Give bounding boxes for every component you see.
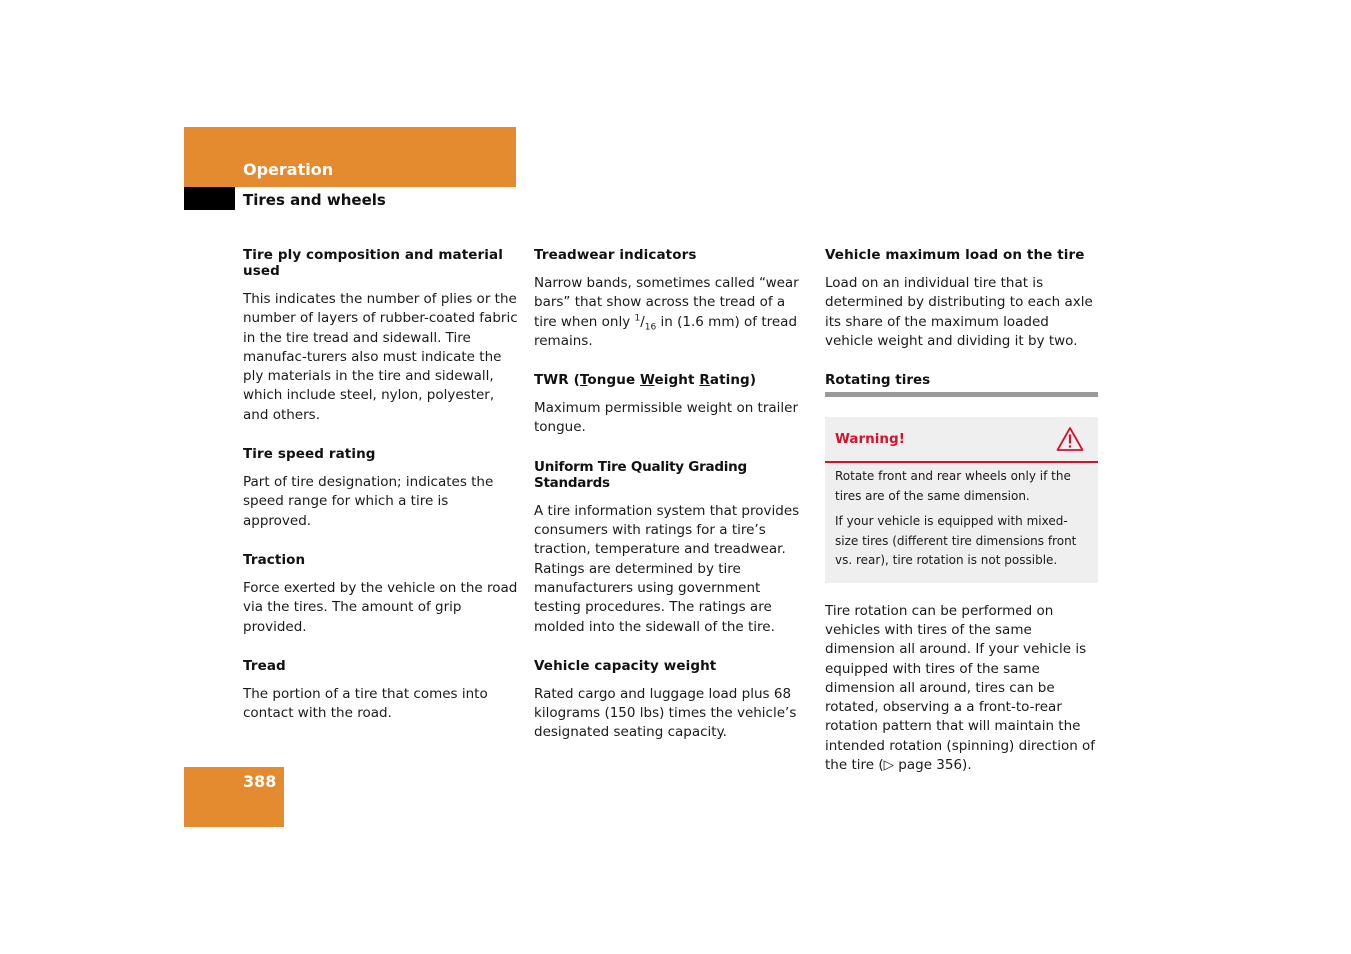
section-heading: Rotating tires: [825, 372, 1098, 397]
text-segment: in (1.6 mm) of tread remains.: [534, 313, 798, 349]
entry-capacity-weight: [534, 658, 809, 743]
title-segment: TWR (: [534, 372, 580, 389]
entry-text: [534, 274, 809, 351]
entry-text: Tire rotation can be performed on vehicles with tires of the same dimension all around. If your vehicle is equipped with tires of the same dimension all around, tires can be rotated, observing a a front-to-rear rotation pattern that will maintain the intended rotation (spinning) direction of the tire (▷ page 356).: [825, 602, 1096, 774]
page-number: 388: [243, 772, 277, 791]
entry-title: Treadwear indicators: [534, 247, 697, 263]
underlined-letter: W: [640, 372, 655, 389]
entry-treadwear-indicators: [534, 247, 809, 351]
page-subtitle: Tires and wheels: [243, 191, 386, 209]
warning-triangle-icon: [1056, 426, 1084, 452]
entry-title: Traction: [243, 551, 306, 568]
entry-title: Tread: [243, 657, 286, 674]
fraction-numerator: 1: [634, 313, 641, 324]
header-bar: [184, 127, 516, 187]
entry-text: Part of tire designation; indicates the speed range for which a tire is approved.: [243, 474, 494, 529]
entry-title: [534, 372, 809, 388]
column-3: [825, 247, 1098, 775]
section-rotating-tires: [825, 372, 1098, 775]
fraction-slash: /: [640, 313, 645, 330]
entry-text: The portion of a tire that comes into contact with the road.: [243, 685, 488, 722]
entry-utqgs: [534, 459, 809, 637]
entry-title: Tire speed rating: [243, 446, 376, 463]
title-segment: eight: [654, 372, 700, 389]
title-segment: ating): [709, 372, 757, 389]
warning-box: [825, 417, 1098, 583]
warning-body: [825, 463, 1098, 583]
text-segment: Narrow bands, sometimes called “wear bars” that show across the tread of a tire when only: [534, 275, 799, 330]
entry-title: Vehicle capacity weight: [534, 657, 717, 674]
entry-traction: [243, 552, 518, 637]
section-tab-marker: [184, 187, 235, 210]
warning-paragraph: If your vehicle is equipped with mixed-size tires (different tire dimensions front vs. rear), tire rotation is not possible.: [835, 514, 1077, 568]
entry-text: Force exerted by the vehicle on the road via the tires. The amount of grip provided.: [243, 579, 518, 635]
entry-max-load: [825, 247, 1098, 351]
entry-text: Maximum permissible weight on trailer tongue.: [534, 400, 799, 436]
entry-twr: [534, 372, 809, 438]
entry-text: Load on an individual tire that is determined by distributing to each axle its share of the maximum loaded vehicle weight and dividing it by two.: [825, 275, 1093, 349]
entry-tread: [243, 658, 518, 724]
entry-text: A tire information system that provides consumers with ratings for a tire’s traction, temperature and treadwear. Ratings are determined by tire manufacturers using government testing procedures. The ratings are molded into the sidewall of the tire.: [534, 502, 800, 635]
entry-text: Rated cargo and luggage load plus 68 kilograms (150 lbs) times the vehicle’s designated seating capacity.: [534, 685, 797, 741]
column-2: [534, 247, 809, 764]
warning-label: Warning!: [835, 431, 905, 448]
warning-header: [825, 417, 1098, 463]
underlined-letter: R: [699, 372, 710, 389]
entry-speed-rating: [243, 446, 518, 531]
entry-ply-composition: [243, 247, 518, 425]
column-1: [243, 247, 518, 744]
entry-text: This indicates the number of plies or the number of layers of rubber-coated fabric in the tire tread and sidewall. Tire manufac-turers also must indicate the ply materials in the tire and sidewall, which include steel, nylon, polyester, and others.: [243, 291, 518, 423]
entry-title: Tire ply composition and material used: [243, 247, 503, 279]
underlined-letter: T: [579, 372, 588, 389]
title-segment: ongue: [587, 372, 641, 389]
entry-title: Uniform Tire Quality Grading Standards: [534, 458, 747, 491]
fraction-denominator: 16: [644, 322, 657, 333]
warning-paragraph: Rotate front and rear wheels only if the tires are of the same dimension.: [835, 469, 1071, 503]
entry-title: Vehicle maximum load on the tire: [825, 247, 1085, 263]
section-title: Operation: [243, 160, 334, 179]
